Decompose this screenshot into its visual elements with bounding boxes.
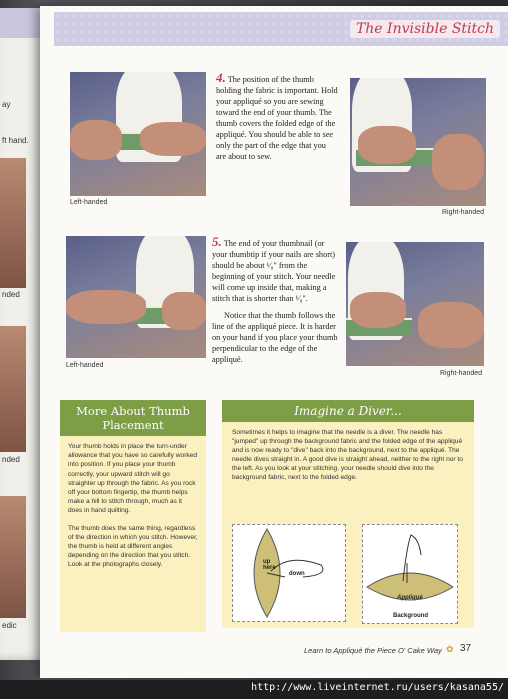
step-4	[216, 72, 338, 162]
left-page-fragment: ay	[2, 100, 11, 109]
step-number: 5.	[212, 234, 222, 249]
sidebar-paragraph: Your thumb holds in place the turn-under allowance that you have so carefully worked into position. If you place your thumb correctly, your upward stitch will go straighter up through the fabric. As you rock off your bottom fingertip, the thumb helps make a hill to stitch through, much as it does in hand quilting.	[68, 443, 198, 515]
caption-left-handed: Left-handed	[70, 199, 108, 206]
step-5	[212, 236, 340, 365]
page-title: The Invisible Stitch	[350, 20, 500, 38]
left-page-photo	[0, 496, 26, 618]
page-footer: Learn to Appliqué the Piece O' Cake Way	[304, 646, 442, 655]
diagram-label-down: down	[289, 571, 305, 577]
sidebar-title: More About Thumb Placement	[60, 400, 206, 436]
diver-text: Sometimes it helps to imagine that the needle is a diver. The needle has "jumped" up through the background fabric and the folded edge of the appliqué and is now ready to "dive" back into the background, next to the appliqué. The needle dives straight in. A good dive is straight ahead, neither to the right nor to the left. As you look at your stitching, your needle should dive into the background fabric, next to the folded edge.	[232, 429, 463, 481]
watermark-url: http://www.liveinternet.ru/users/kasana55/	[251, 682, 504, 693]
page-header-band	[54, 12, 508, 46]
step-number: 4.	[216, 70, 226, 85]
diagram-label-background: Background	[393, 613, 429, 619]
diagram-applique-background	[362, 524, 458, 624]
diagram-needle-up-down	[232, 524, 346, 622]
left-page-fragment: ft hand.	[2, 136, 29, 145]
left-page-photo	[0, 158, 26, 288]
sidebar-paragraph: The thumb does the same thing, regardless of the direction in which you stitch. However, the thumb is held at different angles depending on the direction that you stitch. Look at the photographs closely.	[68, 524, 198, 569]
left-page-fragment: nded	[2, 455, 20, 464]
diagram-label-applique: Appliqué	[397, 595, 423, 601]
left-page-photo	[0, 326, 26, 452]
flower-icon: ✿	[446, 644, 454, 654]
caption-right-handed: Right-handed	[442, 209, 485, 216]
caption-left-handed: Left-handed	[66, 362, 104, 369]
diagram-label-up-here: up here	[263, 559, 276, 571]
step-5-text: The end of your thumbnail (or your thumbtip if your nails are short) should be about ¹⁄₈" from the beginning of your stitch. Your needle will come up inside that, making a stitch that is shorter than ¹⁄₈".	[212, 239, 336, 303]
left-page-fragment: edic	[2, 621, 17, 630]
page-number: 37	[460, 643, 472, 654]
book-page	[40, 6, 508, 678]
caption-right-handed: Right-handed	[440, 370, 483, 377]
photo-right-handed-step5	[346, 242, 484, 366]
photo-right-handed-step4	[350, 78, 486, 206]
left-page-fragment: nded	[2, 290, 20, 299]
diver-title: Imagine a Diver...	[222, 400, 474, 422]
diagram-applique-background-graphic	[363, 525, 457, 623]
step-5-note: Notice that the thumb follows the line of the appliqué piece. It is harder on your hand if you place your thumb perpendicular to the edge of the appliqué.	[212, 311, 338, 364]
photo-left-handed-step5	[66, 236, 206, 358]
step-4-text: The position of the thumb holding the fabric is important. Hold your appliqué so you are sewing toward the end of your thumb. The thumb covers the folded edge of the appliqué. You should be able to see only the part of the edge that you are about to sew.	[216, 75, 338, 161]
thumb-placement-sidebar	[60, 400, 206, 632]
diver-box	[222, 400, 474, 628]
photo-left-handed-step4	[70, 72, 206, 196]
